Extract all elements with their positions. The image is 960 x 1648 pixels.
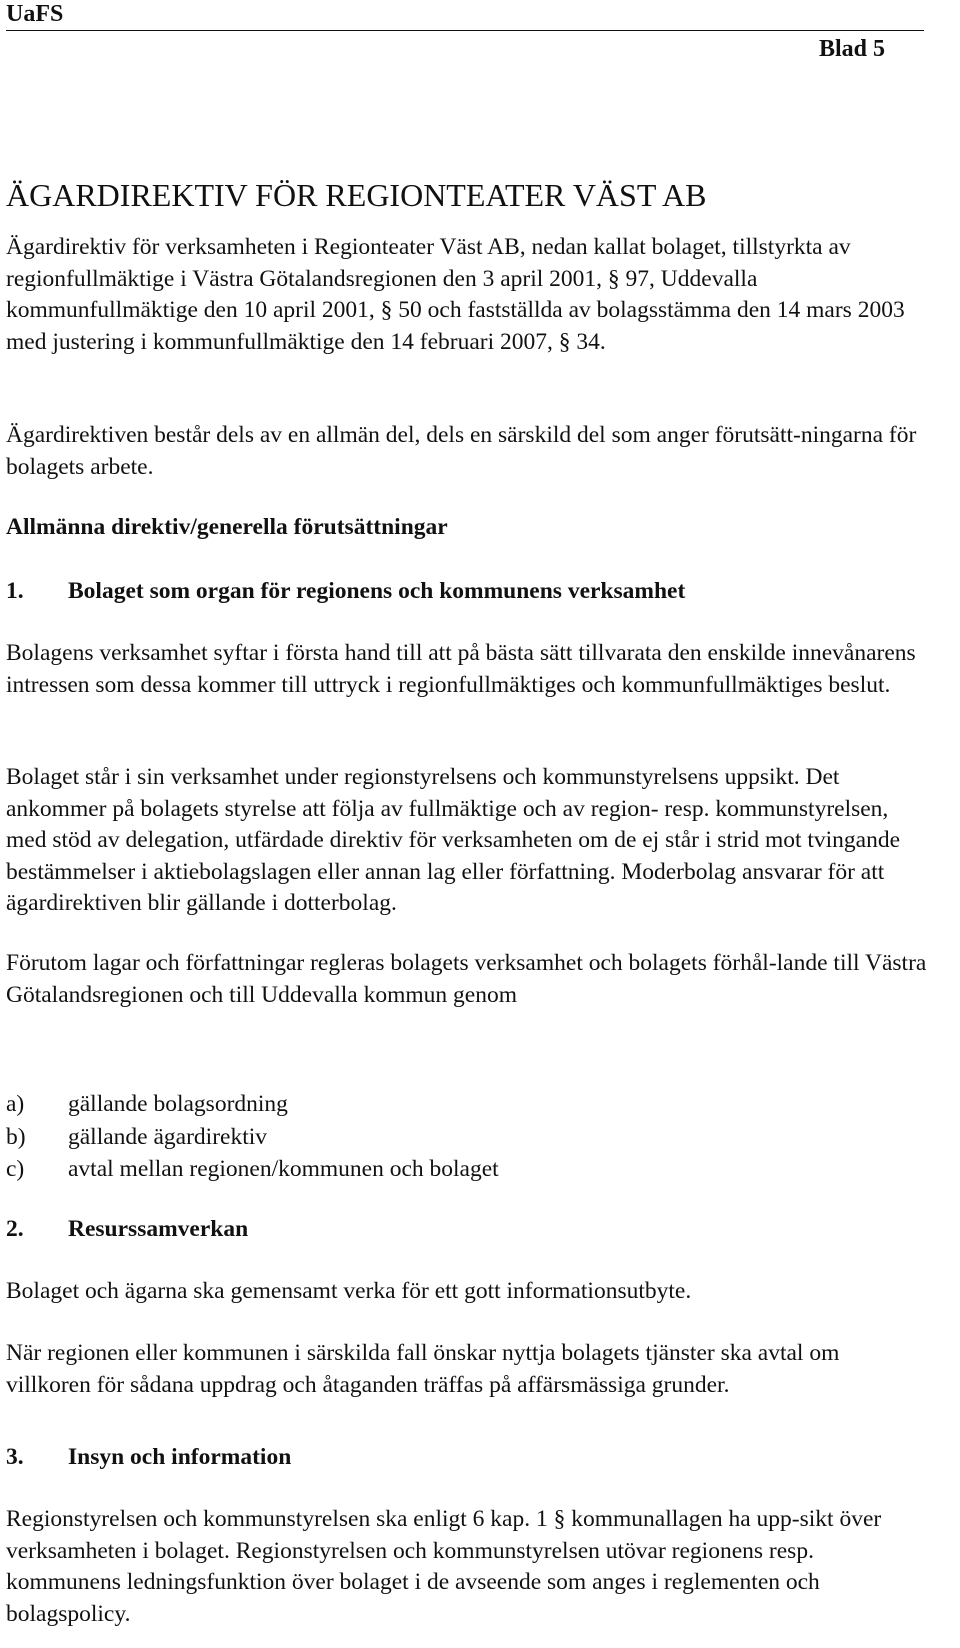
- header-rule: [6, 30, 924, 31]
- section-3-paragraph-1: Regionstyrelsen och kommunstyrelsen ska enligt 6 kap. 1 § kommunallagen ha upp-sikt över verksamheten i bolaget. Regionstyrelsen och kommunstyrelsen utövar regionens resp. kommunens ledningsfunktion över bolaget i de avseende som anges i reglementen och bolagspolicy.: [6, 1506, 882, 1627]
- section-2-heading: [6, 1214, 248, 1244]
- intro-paragraph-2: Ägardirektiven består dels av en allmän del, dels en särskild del som anger förutsätt-ningarna för bolagets arbete.: [6, 422, 917, 480]
- section-2-number: 2.: [6, 1216, 24, 1242]
- list-item: [6, 1121, 499, 1154]
- document-title: ÄGARDIREKTIV FÖR REGIONTEATER VÄST AB: [6, 177, 707, 213]
- header-page-label: Blad 5: [819, 36, 886, 62]
- list-item-marker: a): [6, 1091, 25, 1117]
- list-item: [6, 1088, 499, 1121]
- section-1-number: 1.: [6, 578, 24, 604]
- section-1-paragraph-3: Förutom lagar och författningar regleras bolagets verksamhet och bolagets förhål-lande till Västra Götalandsregionen och till Uddevalla kommun genom: [6, 950, 927, 1008]
- section-1-paragraph-2: Bolaget står i sin verksamhet under regionstyrelsens och kommunstyrelsens uppsikt. Det ankommer på bolagets styrelse att följa av fullmäktige och av region- resp. kommunstyrelsen, med stöd av delegation, utfärdade direktiv för verksamheten om de ej står i strid mot tvingande bestämmelser i aktiebolagslagen eller annan lag eller författning. Moderbolag ansvarar för att ägardirektiven blir gällande i dotterbolag.: [6, 764, 901, 916]
- section-1-heading: [6, 576, 685, 606]
- list-item-text: avtal mellan regionen/kommunen och bolaget: [68, 1156, 499, 1182]
- list-item-marker: c): [6, 1156, 25, 1182]
- section-3-heading: [6, 1442, 291, 1472]
- list-item: [6, 1153, 499, 1186]
- list-item-text: gällande bolagsordning: [68, 1091, 288, 1117]
- section-3-title: Insyn och information: [68, 1444, 292, 1470]
- section-2-paragraph-2: När regionen eller kommunen i särskilda fall önskar nyttja bolagets tjänster ska avtal om villkoren för sådana uppdrag och åtaganden träffas på affärsmässiga grunder.: [6, 1340, 840, 1398]
- list-item-text: gällande ägardirektiv: [68, 1123, 268, 1150]
- section-2-title: Resurssamverkan: [68, 1216, 249, 1242]
- intro-paragraph-1: Ägardirektiv för verksamheten i Regionteater Väst AB, nedan kallat bolaget, tillstyrkta av regionfullmäktige i Västra Götalandsregionen den 3 april 2001, § 97, Uddevalla kommunfullmäktige den 10 april 2001, § 50 och fastställda av bolagsstämma den 14 mars 2003 med justering i kommunfullmäktige den 14 februari 2007, § 34.: [6, 234, 905, 355]
- section-1-title: Bolaget som organ för regionens och kommunens verksamhet: [68, 578, 686, 604]
- list-item-marker: b): [6, 1123, 26, 1150]
- section-2-paragraph-1: Bolaget och ägarna ska gemensamt verka för ett gott informationsutbyte.: [6, 1278, 692, 1304]
- section-1-paragraph-1: Bolagens verksamhet syftar i första hand till att på bästa sätt tillvarata den enskilde innevånarens intressen som dessa kommer till uttryck i regionfullmäktiges och kommunfullmäktiges beslut.: [6, 640, 916, 698]
- header-org-label: UaFS: [6, 1, 64, 27]
- governing-documents-list: [6, 1088, 499, 1186]
- section-3-number: 3.: [6, 1444, 24, 1470]
- general-directives-heading: Allmänna direktiv/generella förutsättningar: [6, 514, 448, 540]
